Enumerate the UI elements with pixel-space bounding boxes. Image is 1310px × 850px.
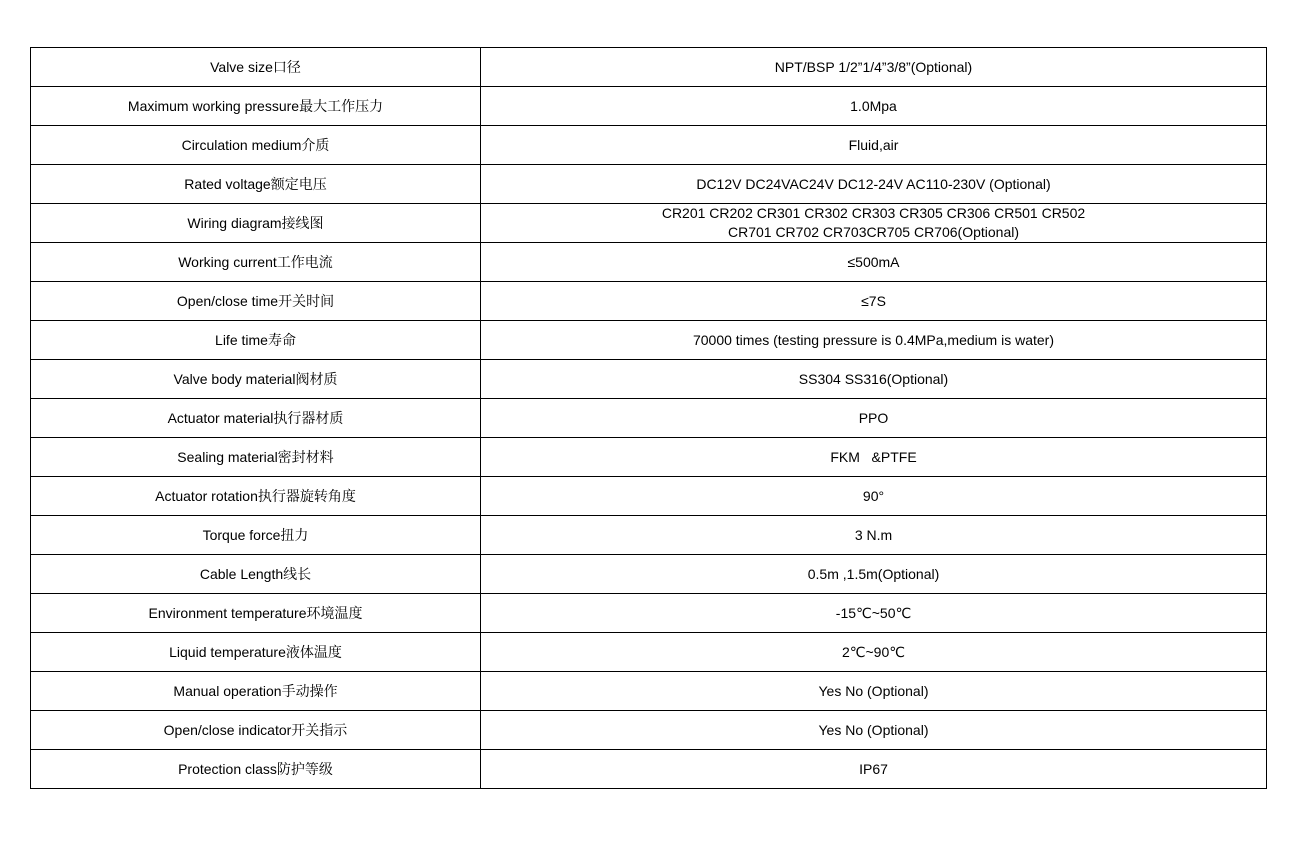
value-cell: -15℃~50℃ <box>481 594 1267 633</box>
value-cell: 1.0Mpa <box>481 87 1267 126</box>
value-cell: FKM &PTFE <box>481 438 1267 477</box>
value-cell <box>481 204 1267 243</box>
param-cell: Rated voltage额定电压 <box>31 165 481 204</box>
param-cell: Open/close indicator开关指示 <box>31 711 481 750</box>
value-cell: IP67 <box>481 750 1267 789</box>
table-row-circulation-medium <box>31 126 1267 165</box>
table-row-liquid-temperature <box>31 633 1267 672</box>
value-cell: PPO <box>481 399 1267 438</box>
param-cell: Cable Length线长 <box>31 555 481 594</box>
table-row-sealing-material <box>31 438 1267 477</box>
value-line-1: CR201 CR202 CR301 CR302 CR303 CR305 CR306 CR501 CR502 <box>661 205 1086 221</box>
param-cell: Valve size口径 <box>31 48 481 87</box>
param-cell: Torque force扭力 <box>31 516 481 555</box>
table-row-working-current <box>31 243 1267 282</box>
table-row-environment-temperature <box>31 594 1267 633</box>
spec-table <box>30 47 1267 789</box>
value-cell: DC12V DC24VAC24V DC12-24V AC110-230V (Optional) <box>481 165 1267 204</box>
table-row-manual-operation <box>31 672 1267 711</box>
table-row-actuator-material <box>31 399 1267 438</box>
param-cell: Liquid temperature液体温度 <box>31 633 481 672</box>
table-row-life-time <box>31 321 1267 360</box>
table-row-torque-force <box>31 516 1267 555</box>
value-cell: Yes No (Optional) <box>481 672 1267 711</box>
param-cell: Actuator rotation执行器旋转角度 <box>31 477 481 516</box>
param-cell: Valve body material阀材质 <box>31 360 481 399</box>
param-cell: Working current工作电流 <box>31 243 481 282</box>
value-cell: 90° <box>481 477 1267 516</box>
value-cell: 0.5m ,1.5m(Optional) <box>481 555 1267 594</box>
param-cell: Open/close time开关时间 <box>31 282 481 321</box>
value-cell: 70000 times (testing pressure is 0.4MPa,medium is water) <box>481 321 1267 360</box>
value-cell: NPT/BSP 1/2”1/4”3/8”(Optional) <box>481 48 1267 87</box>
param-cell: Environment temperature环境温度 <box>31 594 481 633</box>
param-cell: Protection class防护等级 <box>31 750 481 789</box>
param-cell: Wiring diagram接线图 <box>31 204 481 243</box>
param-cell: Life time寿命 <box>31 321 481 360</box>
table-row-actuator-rotation <box>31 477 1267 516</box>
table-row-valve-body-material <box>31 360 1267 399</box>
table-row-rated-voltage <box>31 165 1267 204</box>
table-row-wiring-diagram <box>31 204 1267 243</box>
value-cell: 2℃~90℃ <box>481 633 1267 672</box>
value-line-2: CR701 CR702 CR703CR705 CR706(Optional) <box>727 224 1020 240</box>
table-row-valve-size <box>31 48 1267 87</box>
table-row-protection-class <box>31 750 1267 789</box>
value-cell: 3 N.m <box>481 516 1267 555</box>
param-cell: Maximum working pressure最大工作压力 <box>31 87 481 126</box>
value-cell: ≤7S <box>481 282 1267 321</box>
value-cell: Yes No (Optional) <box>481 711 1267 750</box>
value-cell: Fluid,air <box>481 126 1267 165</box>
spec-table-body <box>31 48 1267 789</box>
param-cell: Actuator material执行器材质 <box>31 399 481 438</box>
value-cell: ≤500mA <box>481 243 1267 282</box>
table-row-cable-length <box>31 555 1267 594</box>
table-row-open-close-time <box>31 282 1267 321</box>
param-cell: Sealing material密封材料 <box>31 438 481 477</box>
value-cell: SS304 SS316(Optional) <box>481 360 1267 399</box>
table-row-open-close-indicator <box>31 711 1267 750</box>
param-cell: Manual operation手动操作 <box>31 672 481 711</box>
table-row-max-working-pressure <box>31 87 1267 126</box>
param-cell: Circulation medium介质 <box>31 126 481 165</box>
